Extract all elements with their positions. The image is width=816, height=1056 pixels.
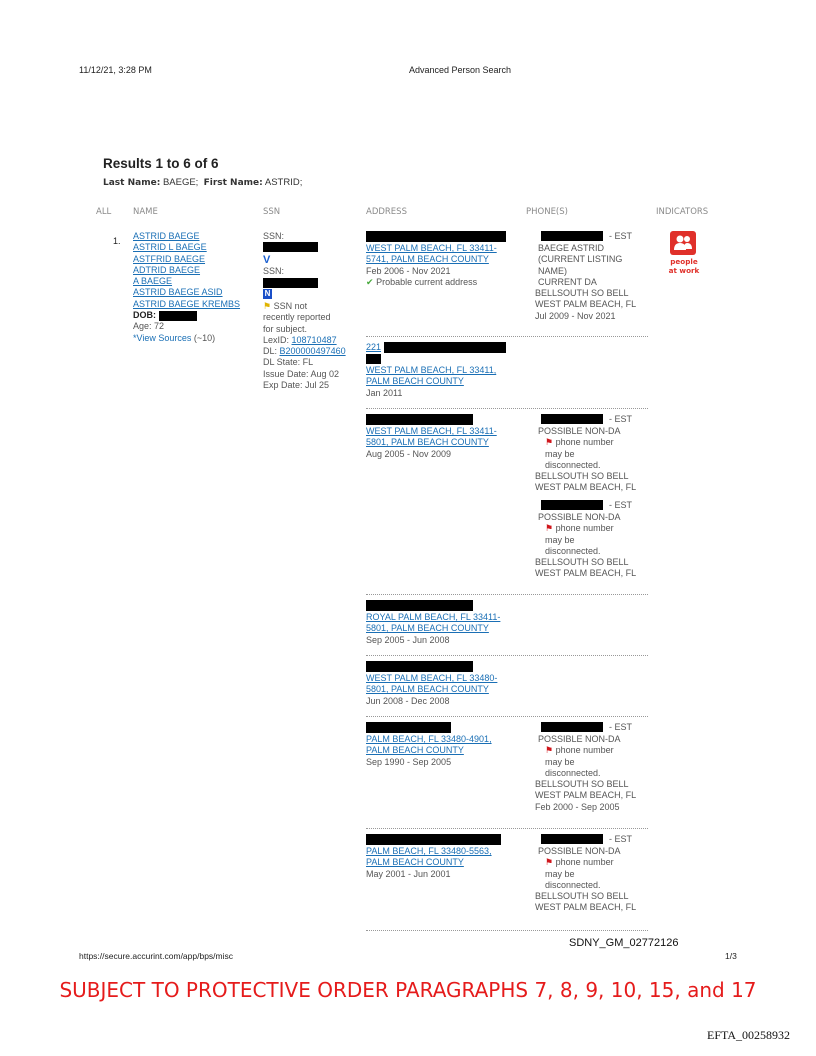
phone-est: - EST — [609, 722, 633, 732]
ssn-verified-badge: V — [263, 254, 271, 266]
ssn-not-verified-badge: N — [264, 289, 271, 298]
address-link[interactable]: WEST PALM BEACH, FL 33411- — [366, 426, 497, 436]
phone-est: - EST — [609, 414, 633, 424]
last-name-label: Last Name: — [103, 178, 161, 188]
redaction — [366, 834, 501, 845]
redaction — [541, 231, 603, 241]
phone-entry: POSSIBLE NON-DA ⚑ phone number may be disconnected. BELLSOUTH SO BELL WEST PALM BEACH, FL — [535, 846, 637, 913]
view-sources-row — [133, 333, 240, 344]
names-list — [133, 231, 240, 344]
redaction — [366, 722, 451, 733]
print-timestamp: 11/12/21, 3:28 PM — [79, 65, 152, 75]
phone-est: - EST — [609, 834, 633, 844]
address-link[interactable]: 5801, PALM BEACH COUNTY — [366, 684, 489, 695]
address-entry — [366, 342, 381, 353]
page-number: 1/3 — [725, 951, 737, 961]
redaction — [541, 834, 603, 844]
first-name-value: ASTRID; — [264, 177, 303, 188]
address-dates: Sep 1990 - Sep 2005 — [366, 756, 452, 767]
redaction — [541, 414, 603, 424]
bates-number-efta: EFTA_00258932 — [707, 1028, 791, 1042]
age: Age: 72 — [133, 321, 165, 332]
address-link[interactable]: PALM BEACH, FL 33480-4901, — [366, 734, 492, 744]
name-link[interactable]: ASTRID BAEGE — [133, 231, 200, 241]
name-link[interactable]: ASTRID L BAEGE — [133, 242, 207, 253]
redaction — [366, 414, 473, 425]
dl-issue-date: Issue Date: Aug 02 — [263, 368, 340, 379]
address-link[interactable]: PALM BEACH, FL 33480-5563, — [366, 846, 492, 856]
address-link[interactable]: WEST PALM BEACH, FL 33480- — [366, 673, 498, 683]
red-flag-icon: ⚑ — [545, 745, 554, 756]
dob-label: DOB: — [133, 310, 156, 321]
row-divider — [366, 655, 648, 656]
red-flag-icon: ⚑ — [545, 437, 554, 448]
ssn-label: SSN: — [263, 266, 285, 276]
ssn-note: for subject. — [263, 323, 308, 334]
address-dates: Sep 2005 - Jun 2008 — [366, 634, 450, 645]
dl-exp-date: Exp Date: Jul 25 — [263, 380, 330, 391]
protective-order-stamp: SUBJECT TO PROTECTIVE ORDER PARAGRAPHS 7, 8, 9, 10, 15, and 17 — [59, 978, 757, 1002]
address-link[interactable]: ROYAL PALM BEACH, FL 33411- — [366, 612, 501, 622]
ssn-note: SSN not — [273, 301, 308, 311]
ssn-note-row — [263, 301, 346, 312]
ssn-label: SSN: — [263, 231, 285, 241]
redaction — [384, 342, 506, 353]
view-sources-link[interactable]: *View Sources — [133, 332, 192, 343]
first-name-label: First Name: — [203, 178, 263, 188]
address-entry — [366, 673, 497, 707]
page-title: Advanced Person Search — [409, 65, 512, 75]
address-entry — [366, 426, 497, 460]
address-entry — [366, 243, 497, 288]
address-entry — [366, 612, 500, 646]
red-flag-icon: ⚑ — [545, 857, 554, 868]
name-link[interactable]: ASTFRID BAEGE — [133, 253, 206, 264]
ssn-info — [263, 301, 346, 391]
row-divider — [366, 716, 648, 717]
address-dates: Jan 2011 — [366, 387, 403, 398]
people-at-work-label: people at work — [668, 257, 700, 275]
redaction — [366, 661, 473, 672]
view-sources-count: (~10) — [193, 332, 216, 343]
record-number: 1. — [113, 236, 121, 246]
address-link[interactable]: PALM BEACH COUNTY — [366, 376, 464, 387]
dob-row — [133, 310, 240, 321]
column-address[interactable]: ADDRESS — [366, 207, 407, 217]
dl-state: DL State: FL — [263, 357, 314, 368]
address-dates: Jun 2008 - Dec 2008 — [366, 695, 450, 706]
column-phones[interactable]: PHONE(S) — [526, 207, 568, 217]
name-link[interactable]: ASTRID BAEGE KREMBS — [133, 298, 241, 309]
address-dates: May 2001 - Jun 2001 — [366, 868, 451, 879]
redaction — [541, 722, 603, 732]
address-entry — [366, 846, 492, 880]
column-all[interactable]: ALL — [96, 207, 112, 217]
address-link[interactable]: PALM BEACH COUNTY — [366, 745, 464, 756]
address-link[interactable]: 5741, PALM BEACH COUNTY — [366, 254, 489, 265]
flag-icon: ⚑ — [263, 301, 272, 311]
address-link[interactable]: PALM BEACH COUNTY — [366, 857, 464, 868]
address-entry — [366, 365, 496, 399]
address-link[interactable]: WEST PALM BEACH, FL 33411- — [366, 243, 497, 253]
bates-number-sdny: SDNY_GM_02772126 — [569, 937, 679, 949]
people-at-work-icon[interactable] — [670, 231, 696, 255]
address-link[interactable]: WEST PALM BEACH, FL 33411, — [366, 365, 497, 375]
phone-est: - EST — [609, 500, 633, 510]
redaction — [263, 242, 318, 252]
address-dates: Feb 2006 - Nov 2021 — [366, 265, 451, 276]
redaction — [541, 500, 603, 510]
row-divider — [366, 828, 648, 829]
name-link[interactable]: ADTRID BAEGE — [133, 264, 201, 275]
last-name-value: BAEGE; — [162, 177, 199, 188]
footer-url: https://secure.accurint.com/app/bps/misc — [79, 951, 234, 961]
results-count: Results 1 to 6 of 6 — [103, 156, 219, 171]
dl-row: DL: B200000497460 — [263, 346, 346, 357]
name-link[interactable]: A BAEGE — [133, 276, 173, 287]
row-divider — [366, 594, 648, 595]
phone-est: - EST — [609, 231, 633, 241]
address-dates: Aug 2005 - Nov 2009 — [366, 448, 452, 459]
redaction — [366, 600, 473, 611]
name-link[interactable]: ASTRID BAEGE ASID — [133, 287, 223, 298]
phone-entry: POSSIBLE NON-DA ⚑ phone number may be disconnected. BELLSOUTH SO BELL WEST PALM BEACH, FL Feb 2000 - Sep 2005 — [535, 734, 637, 812]
search-criteria — [103, 177, 302, 188]
redaction — [366, 231, 506, 242]
row-divider — [366, 408, 648, 409]
column-name[interactable]: NAME — [133, 207, 158, 217]
ssn-note: recently reported — [263, 312, 331, 323]
phone-entry: POSSIBLE NON-DA ⚑ phone number may be disconnected. BELLSOUTH SO BELL WEST PALM BEACH, FL — [535, 512, 637, 579]
address-link[interactable]: 5801, PALM BEACH COUNTY — [366, 437, 489, 448]
lexid-row: LexID: 108710487 — [263, 334, 337, 345]
dl-link[interactable]: B200000497460 — [279, 346, 346, 357]
address-link[interactable]: 5801, PALM BEACH COUNTY — [366, 623, 489, 634]
check-icon: ✔ — [366, 276, 374, 287]
address-entry — [366, 734, 492, 768]
redaction — [263, 278, 318, 288]
column-ssn[interactable]: SSN — [263, 207, 281, 217]
red-flag-icon: ⚑ — [545, 523, 554, 534]
redaction — [159, 311, 197, 321]
row-divider — [366, 930, 648, 931]
redaction — [366, 354, 381, 364]
phone-entry: BAEGE ASTRID (CURRENT LISTING NAME) CURRENT DA BELLSOUTH SO BELL WEST PALM BEACH, FL Jul 2009 - Nov 2021 — [535, 243, 637, 321]
address-note-row: ✔ Probable current address — [366, 276, 478, 287]
lexid-link[interactable]: 108710487 — [291, 334, 337, 345]
address-link[interactable]: 221 — [366, 342, 382, 352]
row-divider — [366, 336, 648, 337]
phone-entry: POSSIBLE NON-DA ⚑ phone number may be disconnected. BELLSOUTH SO BELL WEST PALM BEACH, FL — [535, 426, 637, 493]
column-indicators[interactable]: INDICATORS — [656, 207, 709, 217]
